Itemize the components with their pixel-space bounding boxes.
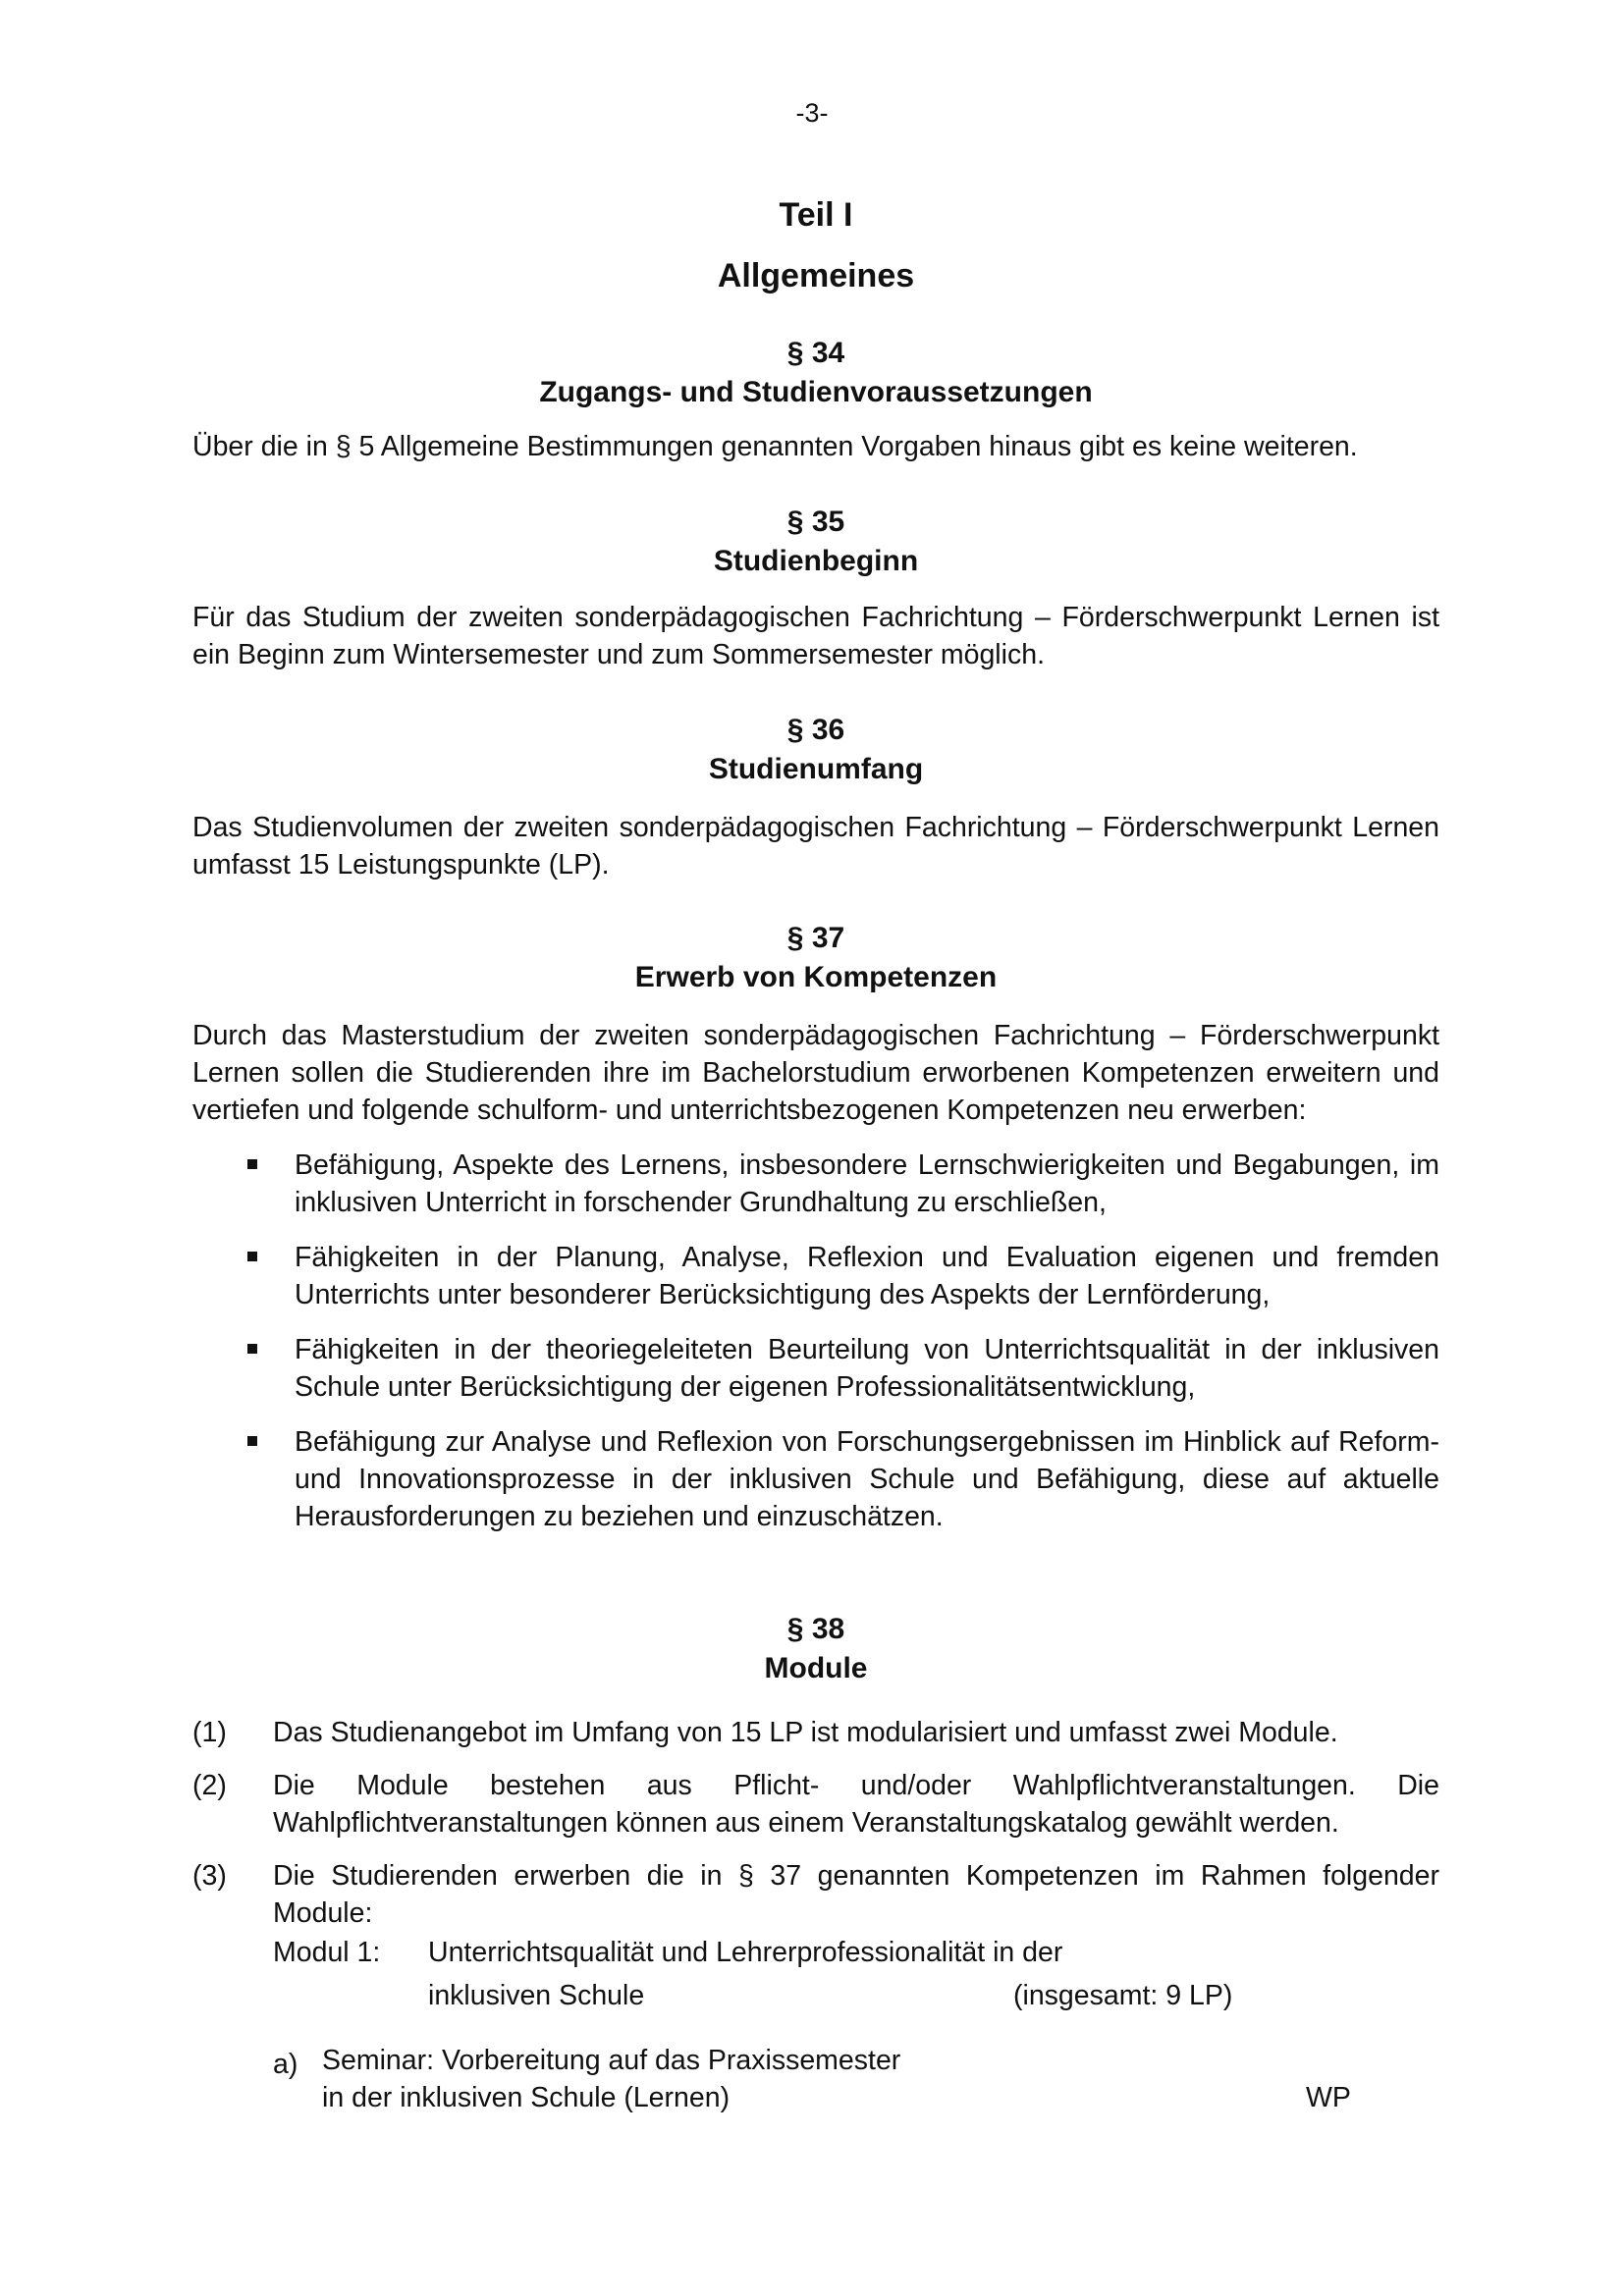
- section-37-text: Durch das Masterstudium der zweiten sonderpädagogischen Fachrichtung – Förderschwerpunkt Lernen sollen die Studierenden ihre im Bachelorstudium erworbenen Kompetenzen erweitern und vertiefen und folgende schulform- und unterrichtsbezogenen Kompetenzen neu erwerben:: [192, 1020, 1439, 1126]
- numbered-item: [192, 1857, 1439, 1932]
- square-bullet-icon: [247, 1159, 257, 1169]
- section-number: § 38: [786, 1613, 845, 1645]
- list-item-text: Befähigung, Aspekte des Lernens, insbesondere Lernschwierigkeiten und Begabungen, im inklusiven Unterricht in forschender Grundhaltung zu erschließen,: [295, 1149, 1439, 1218]
- list-item-text: Fähigkeiten in der theoriegeleiteten Beurteilung von Unterrichtsqualität in der inklusiven Schule unter Berücksichtigung der eigenen Professionalitätsentwicklung,: [295, 1334, 1439, 1403]
- section-36-text: Das Studienvolumen der zweiten sonderpädagogischen Fachrichtung – Förderschwerpunkt Lernen umfasst 15 Leistungspunkte (LP).: [192, 812, 1439, 881]
- section-35-text: Für das Studium der zweiten sonderpädagogischen Fachrichtung – Förderschwerpunkt Lernen ist ein Beginn zum Wintersemester und zum Sommersemester möglich.: [192, 602, 1439, 670]
- module-title-line-2: inklusiven Schule: [428, 1980, 645, 2011]
- section-title: Zugangs- und Studienvoraussetzungen: [539, 376, 1093, 408]
- module-rules-list: [192, 1714, 1439, 1948]
- section-title: Module: [764, 1652, 868, 1684]
- item-number: (2): [192, 1770, 227, 1801]
- submodule-label: a): [273, 2049, 298, 2080]
- list-item: [192, 1423, 1439, 1535]
- competency-list: [192, 1147, 1439, 1553]
- section-number: § 36: [786, 714, 845, 746]
- page-number: -3-: [795, 98, 829, 128]
- part-label: Teil I: [779, 196, 853, 234]
- part-title: Allgemeines: [717, 257, 915, 294]
- section-35-heading: [192, 503, 1439, 581]
- item-text: Die Module bestehen aus Pflicht- und/oder Wahlpflichtveranstaltungen. Die Wahlpflichtveranstaltungen können aus einem Veranstaltungskatalog gewählt werden.: [273, 1770, 1439, 1839]
- list-item-text: Befähigung zur Analyse und Reflexion von Forschungsergebnissen im Hinblick auf Reform- und Innovationsprozesse in der inklusiven Schule und Befähigung, diese auf aktuelle Herausforderungen zu beziehen und einzuschätzen.: [295, 1426, 1439, 1532]
- part-title-block: [192, 253, 1439, 298]
- list-item: [192, 1147, 1439, 1221]
- item-text: Die Studierenden erwerben die in § 37 genannten Kompetenzen im Rahmen folgender Module:: [273, 1860, 1439, 1929]
- square-bullet-icon: [247, 1436, 257, 1446]
- module-title-line-1: Unterrichtsqualität und Lehrerprofessionalität in der: [428, 1937, 1063, 1968]
- module-total-credits: (insgesamt: 9 LP): [1013, 1980, 1233, 2011]
- section-title: Studienumfang: [708, 753, 924, 785]
- section-37-heading: [192, 919, 1439, 997]
- list-item-text: Fähigkeiten in der Planung, Analyse, Reflexion und Evaluation eigenen und fremden Unterrichts unter besonderer Berücksichtigung des Aspekts der Lernförderung,: [295, 1242, 1439, 1310]
- item-number: (3): [192, 1860, 227, 1892]
- section-title: Erwerb von Kompetenzen: [634, 961, 998, 993]
- item-text: Das Studienangebot im Umfang von 15 LP ist modularisiert und umfasst zwei Module.: [273, 1717, 1338, 1748]
- item-number: (1): [192, 1717, 227, 1748]
- list-item: [192, 1331, 1439, 1406]
- section-number: § 34: [786, 337, 845, 369]
- list-item: [192, 1239, 1439, 1313]
- module-label: Modul 1:: [273, 1937, 381, 1968]
- submodule-line-2: in der inklusiven Schule (Lernen): [322, 2082, 731, 2113]
- numbered-item: [192, 1714, 1439, 1751]
- square-bullet-icon: [247, 1252, 257, 1261]
- section-34-heading: [192, 334, 1439, 412]
- section-36-heading: [192, 711, 1439, 789]
- section-number: § 35: [786, 506, 845, 538]
- part-heading: [192, 192, 1439, 238]
- section-title: Studienbeginn: [713, 545, 919, 577]
- numbered-item: [192, 1767, 1439, 1842]
- section-number: § 37: [786, 922, 845, 954]
- submodule-type: WP: [1306, 2082, 1351, 2113]
- section-34-text: Über die in § 5 Allgemeine Bestimmungen genannten Vorgaben hinaus gibt es keine weiteren.: [192, 431, 1358, 462]
- square-bullet-icon: [247, 1344, 257, 1354]
- section-38-heading: [192, 1610, 1439, 1688]
- submodule-line-1: Seminar: Vorbereitung auf das Praxissemester: [322, 2045, 901, 2076]
